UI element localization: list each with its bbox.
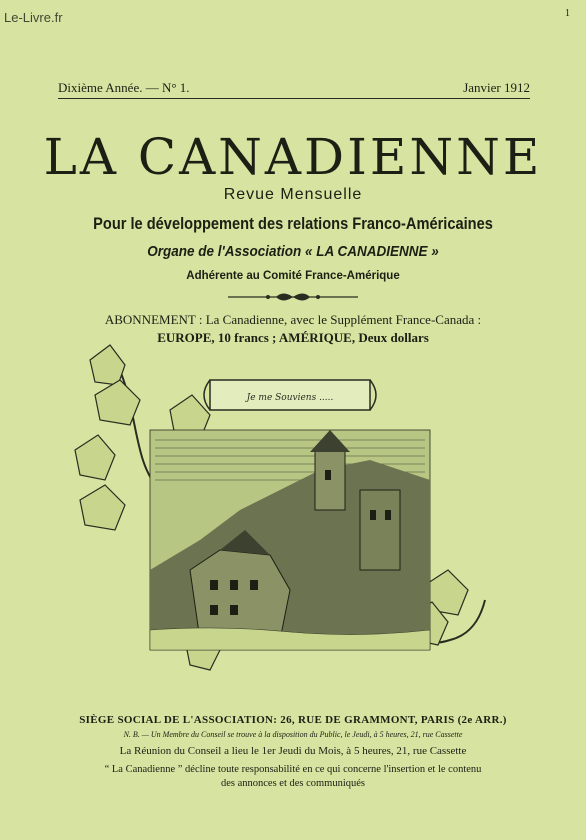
- journal-title: LA CANADIENNE: [43, 128, 543, 186]
- page-number: 1: [565, 8, 570, 19]
- adherente-line: Adhérente au Comité France-Amérique: [186, 270, 400, 282]
- divider-ornament: [228, 290, 358, 304]
- subscription-prices: EUROPE, 10 francs ; AMÉRIQUE, Deux dollars: [157, 330, 429, 345]
- nb-notice: N. B. — Un Membre du Conseil se trouve à la disposition du Public, le Jeudi, à 5 heures, 21, rue Cassette: [123, 730, 463, 739]
- issue-header: [58, 80, 530, 99]
- issue-date: Janvier 1912: [463, 80, 530, 95]
- year-issue: Dixième Année. — N° 1.: [58, 80, 190, 95]
- disclaimer-line-1: “ La Canadienne ” décline toute responsabilité en ce qui concerne l'insertion et le contenu: [104, 764, 482, 775]
- motto-text: Je me Souviens .....: [246, 393, 334, 403]
- motto-banner: [204, 380, 376, 410]
- reunion-notice: La Réunion du Conseil a lieu le 1er Jeudi du Mois, à 5 heures, 21, rue Cassette: [119, 745, 467, 757]
- journal-tagline: Pour le développement des relations Franco-Américaines: [93, 214, 493, 233]
- organe-line: Organe de l'Association « LA CANADIENNE »: [147, 243, 439, 260]
- watermark: Le-Livre.fr: [4, 10, 63, 25]
- journal-subtitle: Revue Mensuelle: [223, 186, 363, 203]
- siege-social: SIÈGE SOCIAL DE L'ASSOCIATION: 26, RUE DE GRAMMONT, PARIS (2e ARR.): [79, 714, 507, 726]
- disclaimer-line-2: des annonces et des communiqués: [220, 778, 366, 789]
- quebec-illustration: [70, 340, 490, 710]
- subscription-line: ABONNEMENT : La Canadienne, avec le Supplément France-Canada :: [104, 312, 482, 327]
